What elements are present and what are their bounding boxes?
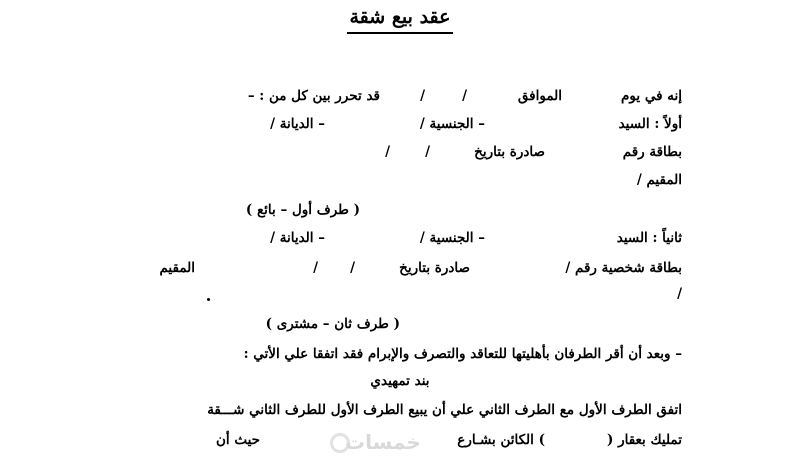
document-title — [0, 6, 800, 34]
second-id-card-label: بطاقة شخصية رقم / — [565, 260, 682, 276]
clause-title — [0, 373, 800, 389]
clause-line-2-part-b: ) الكائن بشـارع — [457, 432, 545, 448]
second-role-label: ( طرف ثان – مشترى ) — [265, 316, 400, 332]
second-religion-label: – الديانة / — [270, 230, 325, 246]
first-mister-label: أولاً : السيد — [618, 116, 682, 132]
date-slash-2: / — [420, 88, 425, 104]
date-agree-text: الموافق — [517, 88, 562, 104]
preamble-text: – وبعد أن أقر الطرفان بأهليتها للتعاقد والتصرف والإبرام فقد اتفقا علي الأتي : — [243, 346, 682, 362]
intro-tail-text: قد تحرر بين كل من : – — [247, 88, 380, 104]
first-role-label: ( طرف أول – بائع ) — [245, 202, 360, 218]
first-issued-slash-2: / — [385, 144, 390, 160]
second-resident-label: المقيم — [159, 260, 195, 276]
second-resident-slash: / — [677, 286, 682, 302]
first-issued-label: صادرة بتاريخ — [474, 144, 545, 160]
clause-line-2-part-c: حيث أن — [215, 432, 260, 448]
second-issued-label: صادرة بتاريخ — [399, 260, 470, 276]
first-nationality-label: – الجنسية / — [419, 116, 485, 132]
second-issued-slash-2: / — [313, 260, 318, 276]
intro-text: إنه في يوم — [621, 88, 682, 104]
watermark-text: خمسات — [345, 430, 421, 454]
second-mister-label: ثانياً : السيد — [616, 230, 682, 246]
clause-title-text: بند تمهيدي — [370, 373, 430, 389]
clause-line-2-part-a: تمليك بعقار ( — [606, 432, 682, 448]
first-religion-label: – الديانة / — [270, 116, 325, 132]
first-issued-slash-1: / — [425, 144, 430, 160]
first-id-card-label: بطاقة رقم — [622, 144, 682, 160]
filler-dot — [207, 298, 210, 301]
clause-line-1: اتفق الطرف الأول مع الطرف الثاني علي أن يبيع الطرف الأول للطرف الثاني شـــقة — [207, 402, 682, 418]
date-slash-1: / — [462, 88, 467, 104]
second-nationality-label: – الجنسية / — [419, 230, 485, 246]
title-text: عقد بيع شقة — [347, 6, 452, 34]
second-issued-slash-1: / — [350, 260, 355, 276]
first-resident-label: المقيم / — [636, 172, 682, 188]
